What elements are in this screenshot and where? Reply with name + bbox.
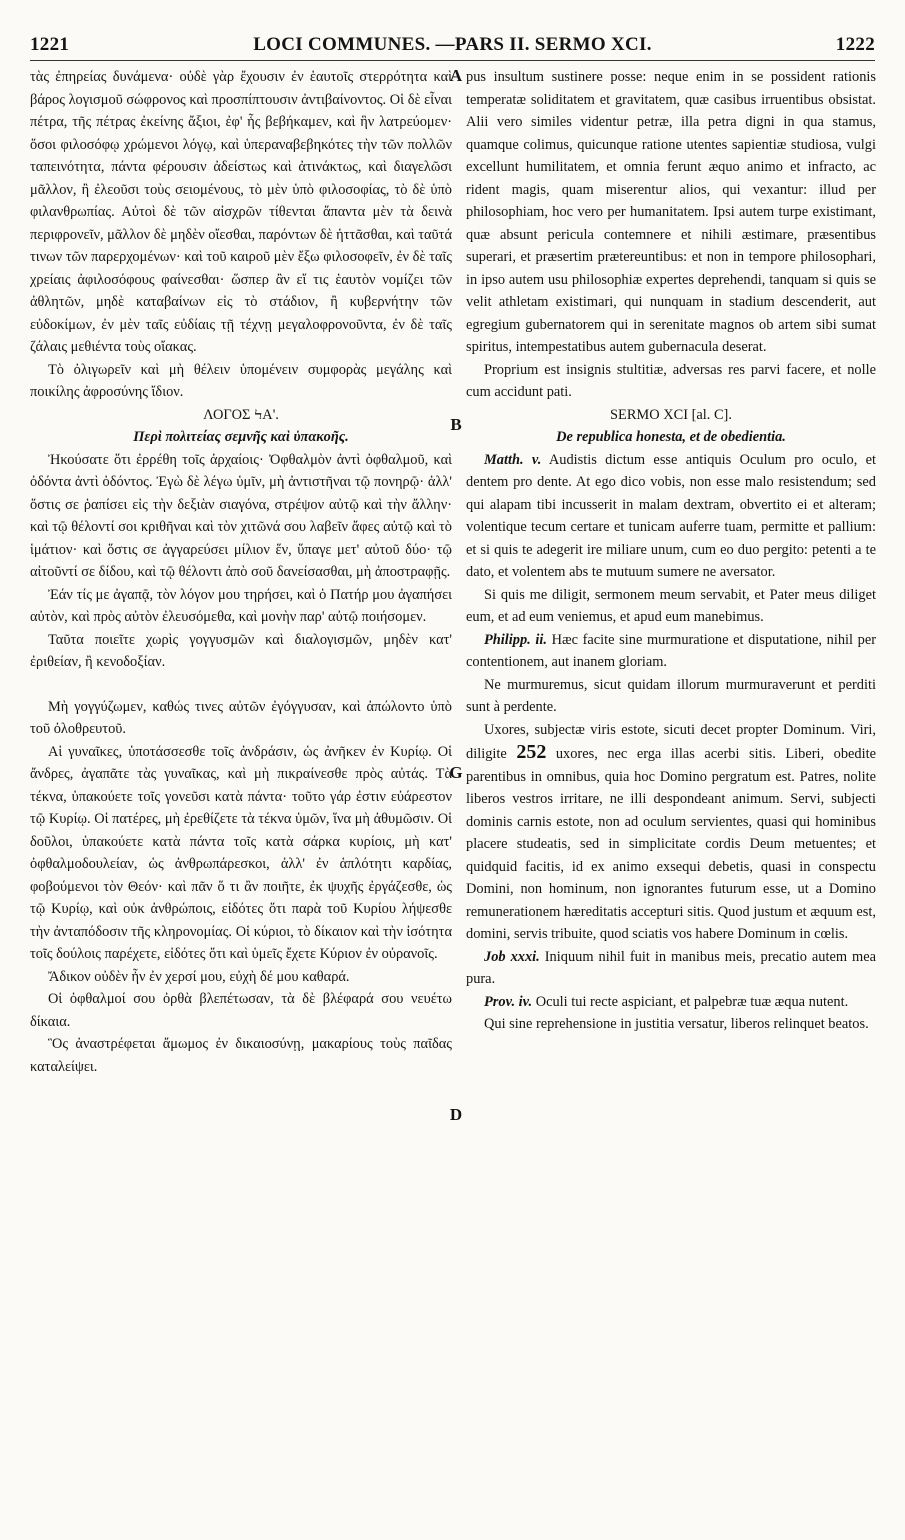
- latin-paragraph: Uxores, subjectæ viris estote, sicuti decet propter Dominum. Viri, diligite 252 uxores, nec erga illas acerbi sitis. Liberi, obedite parentibus in omnibus, quia hoc Domino pergratum est. Patres, nolite liberos vestros irritare, ne illi despondeant animum. Servi, subjecti dominis carnis estote, non ad oculum servientes, quasi qui hominibus placere studeatis, sed in simplicitate cordis Deum metuentes; et quidquid facitis, id ex animo exsequi debetis, quasi in conspectu Domini, non hominum, non ignorantes futurum esse, ut a Domino remunerationem hæreditatis accepturi sitis. Quod justum et æquum est, domini, servis tribuite, quod sciatis vos habere Dominum in cœlis.: [466, 721, 876, 942]
- greek-paragraph: Ταῦτα ποιεῖτε χωρὶς γογγυσμῶν καὶ διαλογισμῶν, μηδὲν κατ' ἐριθείαν, ἢ κενοδοξίαν.: [30, 631, 452, 670]
- scripture-reference: Job xxxi.: [484, 948, 540, 965]
- latin-sermon-subheading: De republica honesta, et de obedientia.: [556, 429, 786, 445]
- latin-paragraph: pus insultum sustinere posse: neque enim in se possident rationis temperatæ soliditatem et gravitatem, quæ casibus irruentibus obsistat. Alii vero similes videntur petræ, illa petra digni in qua stamus, quamque colimus, quicunque ratione utentes sapientiæ studiosa, vulgi excellunt humilitatem, et omnia ferunt æquo animo et infracto, ac rident magis, quam miserentur alios, qui vexantur: illud per philosophiam, hoc vero per humanitatem. Ipsi autem turpe existimant, quæ absunt pericula contemnere et nihili æstimare, præsentibus superari, et præsertim prætereuntibus: et non in tempore philosophari, in ipso autem usu philosophiæ expertes deprehendi, tanquam si quis se velit athletam existimari, qui nunquam in stadium descenderit, aut egregium gubernatorem qui in serenitate magnos ob artem sibi sumat spiritus, intempestatibus autem gubernacula deserat.: [466, 69, 876, 355]
- latin-paragraph: Prov. iv. Oculi tui recte aspiciant, et palpebræ tuæ æqua nutent.: [484, 993, 849, 1010]
- latin-paragraph: Proprium est insignis stultitiæ, adversas res parvi facere, et nolle cum accidunt pati.: [466, 361, 876, 400]
- page-number-left: 1221: [30, 34, 70, 55]
- greek-paragraph: Μὴ γογγύζωμεν, καθώς τινες αὐτῶν ἐγόγγυσαν, καὶ ἀπώλοντο ὑπὸ τοῦ ὀλοθρευτοῦ.: [30, 698, 452, 737]
- greek-paragraph: Ἐάν τίς με ἀγαπᾷ, τὸν λόγον μου τηρήσει, καὶ ὁ Πατήρ μου ἀγαπήσει αὐτὸν, καὶ πρὸς αὐτὸν ἐλευσόμεθα, καὶ μονὴν παρ' αὐτῷ ποιήσομεν.: [30, 586, 452, 625]
- latin-paragraph: Job xxxi. Iniquum nihil fuit in manibus meis, precatio autem mea pura.: [466, 948, 876, 987]
- margin-marker-c: G: [449, 763, 463, 782]
- greek-paragraph: Ἠκούσατε ὅτι ἐρρέθη τοῖς ἀρχαίοις· Ὀφθαλμὸν ἀντὶ ὀφθαλμοῦ, καὶ ὀδόντα ἀντὶ ὀδόντος. Ἐγὼ δὲ λέγω ὑμῖν, μὴ ἀντιστῆναι τῷ πονηρῷ· ἀλλ' ὅστις σε ῥαπίσει εἰς τὴν δεξιὰν σιαγόνα, στρέψον αὐτῷ καὶ τὴν ἄλλην· καὶ τῷ θέλοντί σοι κριθῆναι καὶ τὸν χιτῶνά σου λαβεῖν ἄφες αὐτῷ καὶ τὸ ἱμάτιον· καὶ ὅστις σε ἀγγαρεύσει μίλιον ἕν, ὕπαγε μετ' αὐτοῦ δύο· τῷ αἰτοῦντί σε δίδου, καὶ τῷ θέλοντι ἀπὸ σοῦ δανείσασθαι, μὴ ἀποστραφῇς.: [30, 451, 452, 580]
- latin-paragraph: Qui sine reprehensione in justitia versatur, liberos relinquet beatos.: [484, 1016, 869, 1032]
- greek-paragraph: τὰς ἐπηρείας δυνάμενα· οὐδὲ γὰρ ἔχουσιν ἐν ἑαυτοῖς στερρότητα καὶ βάρος λογισμοῦ σώφρονος καὶ προσπίπτουσιν ἀντιβαίνοντος. Οἱ δὲ εἶναι πέτρα, τῆς πέτρας ἐκείνης ἄξιοι, ἐφ' ἧς βεβήκαμεν, καὶ ἣν λατρεύομεν· ὅσοι φιλοσόφῳ χρώμενοι λόγῳ, καὶ ὑπεραναβεβηκότες τὴν τῶν πολλῶν ταπεινότητα, πάντα φέρουσιν ἀδείστως καὶ ἀτινάκτως, καὶ διαγελῶσι μᾶλλον, ἢ ἐλεοῦσι τοὺς σειομένους, τὸ μὲν ὑπὸ φιλοσοφίας, τὸ δὲ ὑπὸ φιλανθρωπίας. Αὐτοὶ δὲ τῶν αἰσχρῶν τίθενται ἅπαντα μὲν τὰ δεινὰ περιφρονεῖν, μᾶλλον δὲ μηδὲν οἴεσθαι, παρόντων δὲ ἡττᾶσθαι, καὶ ταῦτά τινων τῶν παρερχομένων· καὶ τοῦ καιροῦ μὲν ἔξω φιλοσοφεῖν, ἐν δὲ ταῖς χρείαις ἀφιλοσόφους φαίνεσθαι· ὥσπερ ἂν εἴ τις ἑαυτὸν νομίζει τῶν ἀθλητῶν, μηδὲ καταβαίνων εἰς τὸ στάδιον, ἢ κυβερνήτην τῶν εὐδοκίμων, ἐν μὲν ταῖς εὐδίαις τῇ τέχνῃ μεγαλοφρονοῦντα, ἐν δὲ ταῖς ζάλαις μεθιέντα τοὺς οἴακας.: [30, 69, 452, 355]
- latin-column: [466, 66, 876, 1036]
- margin-marker-d: D: [449, 1105, 463, 1124]
- latin-paragraph: Si quis me diligit, sermonem meum servabit, et Pater meus diliget eum, et ad eum veniemus, et apud eum manebimus.: [466, 586, 876, 625]
- scripture-reference: Matth. v.: [484, 451, 542, 468]
- greek-paragraph: Οἱ ὀφθαλμοί σου ὀρθὰ βλεπέτωσαν, τὰ δὲ βλέφαρά σου νευέτω δίκαια.: [30, 991, 452, 1030]
- margin-marker-a: A: [449, 66, 463, 85]
- header-rule: [30, 60, 875, 61]
- scripture-reference: Philipp. ii.: [484, 631, 547, 648]
- greek-sermon-subheading: Περὶ πολιτείας σεμνῆς καὶ ὑπακοῆς.: [133, 429, 349, 445]
- column-number: 252: [516, 741, 547, 763]
- latin-paragraph: Matth. v. Audistis dictum esse antiquis Oculum pro oculo, et dentem pro dente. At ego dico vobis, non esse malo resistendum; sed qui alapam tibi incusserit in malam dextram, obvertito ei et alteram; volentique tecum certare et tunicam auferre tuam, permitte et pallium: et si quis te adegerit ire miliare unum, cum eo duo pergito: petenti a te dato, et volentem abs te mutuum sumere ne aversator.: [466, 451, 877, 580]
- greek-column: [30, 66, 452, 1078]
- page-number-right: 1222: [835, 34, 875, 55]
- greek-sermon-heading: ΛΟΓΟΣ ϞΑ'.: [203, 406, 279, 423]
- greek-paragraph: Αἱ γυναῖκες, ὑποτάσσεσθε τοῖς ἀνδράσιν, ὡς ἀνῆκεν ἐν Κυρίῳ. Οἱ ἄνδρες, ἀγαπᾶτε τὰς γυναῖκας, καὶ μὴ πικραίνεσθε πρὸς αὐτάς. Τὰ τέκνα, ὑπακούετε τοῖς γονεῦσι κατὰ πάντα· τοῦτο γάρ ἐστιν εὐάρεστον τῷ Κυρίῳ. Οἱ πατέρες, μὴ ἐρεθίζετε τὰ τέκνα ὑμῶν, ἵνα μὴ ἀθυμῶσιν. Οἱ δοῦλοι, ὑπακούετε κατὰ πάντα τοῖς κατὰ σάρκα κυρίοις, μὴ κατ' ὀφθαλμοδουλείαν, ὡς ἀνθρωπάρεσκοι, ἀλλ' ἐν ἁπλότητι καρδίας, φοβούμενοι τὸν Θεόν· καὶ πᾶν ὅ τι ἂν ποιῆτε, ἐκ ψυχῆς ἐργάζεσθε, ὡς τῷ Κυρίῳ, καὶ οὐκ ἀνθρώποις, εἰδότες ὅτι παρὰ τοῦ Κυρίου λήψεσθε τὴν ἀνταπόδοσιν τῆς κληρονομίας. Οἱ κύριοι, τὸ δίκαιον καὶ τὴν ἰσότητα τοῖς δούλοις παρέχετε, εἰδότες ὅτι καὶ ὑμεῖς ἔχετε Κύριον ἐν οὐρανοῖς.: [30, 743, 452, 962]
- latin-sermon-heading: SERMO XCI [al. C].: [610, 406, 732, 423]
- greek-paragraph: Ἄδικον οὐδὲν ἦν ἐν χερσί μου, εὐχὴ δέ μου καθαρά.: [48, 968, 350, 985]
- scripture-reference: Prov. iv.: [484, 993, 533, 1010]
- latin-paragraph: Ne murmuremus, sicut quidam illorum murmuraverunt et perditi sunt à perdente.: [466, 676, 876, 715]
- greek-paragraph: Ὃς ἀναστρέφεται ἄμωμος ἐν δικαιοσύνῃ, μακαρίους τοὺς παῖδας καταλείψει.: [30, 1036, 452, 1075]
- greek-paragraph: Τὸ ὀλιγωρεῖν καὶ μὴ θέλειν ὑπομένειν συμφορὰς μεγάλης καὶ ποικίλης ἀφροσύνης ἴδιον.: [30, 361, 452, 400]
- running-header: [30, 34, 875, 60]
- latin-paragraph: Philipp. ii. Hæc facite sine murmuratione et disputatione, nihil per contentionem, aut inanem gloriam.: [466, 631, 876, 670]
- running-title: LOCI COMMUNES. —PARS II. SERMO XCI.: [253, 34, 652, 55]
- margin-marker-b: B: [450, 415, 462, 434]
